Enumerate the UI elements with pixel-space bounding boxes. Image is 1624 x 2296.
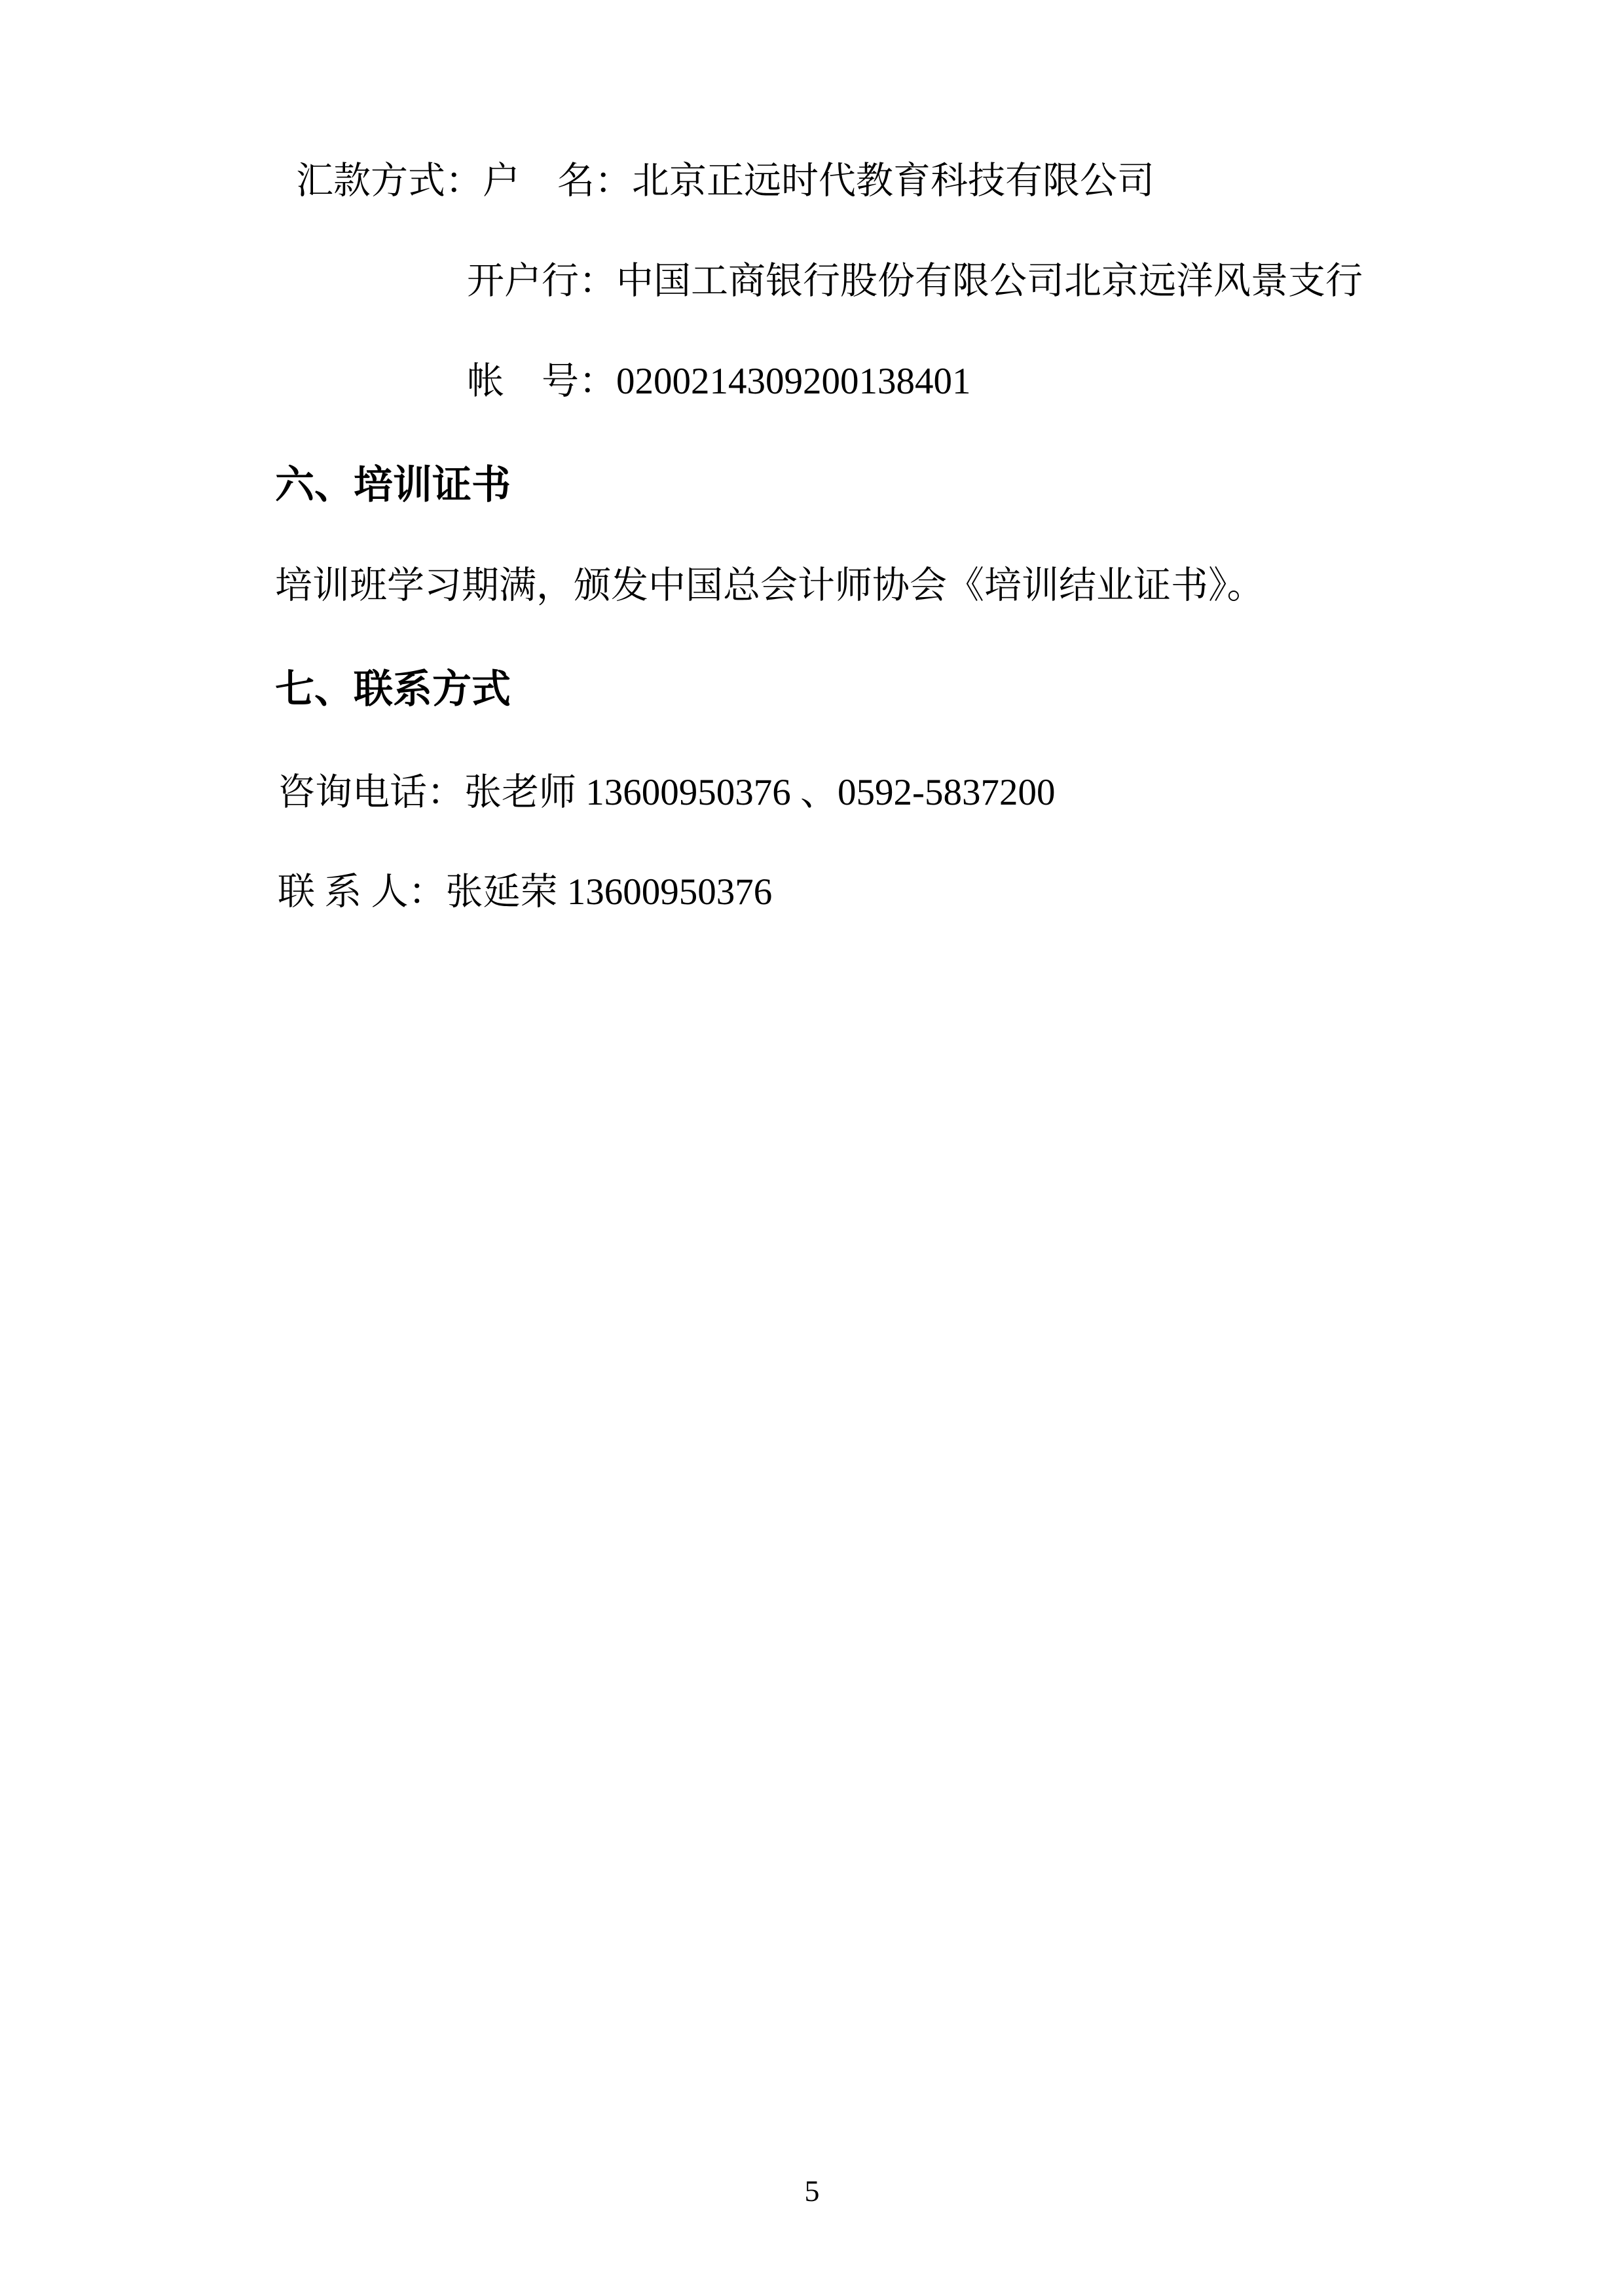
remittance-account-line: 帐 号：0200214309200138401 <box>467 361 971 402</box>
certificate-section-body: 培训班学习期满，颁发中国总会计师协会《培训结业证书》。 <box>275 565 1264 606</box>
contact-section-heading: 七、联系方式 <box>275 667 511 711</box>
remittance-method-line: 汇款方式：户 名：北京正远时代教育科技有限公司 <box>296 160 1154 202</box>
remittance-bank-line: 开户行：中国工商银行股份有限公司北京远洋风景支行 <box>467 261 1363 302</box>
contact-phone-line: 咨询电话：张老师 13600950376 、0592-5837200 <box>278 772 1056 813</box>
page-number: 5 <box>804 2174 820 2208</box>
contact-person-line: 联 系 人：张延荣 13600950376 <box>278 871 773 913</box>
certificate-section-heading: 六、培训证书 <box>275 463 511 507</box>
